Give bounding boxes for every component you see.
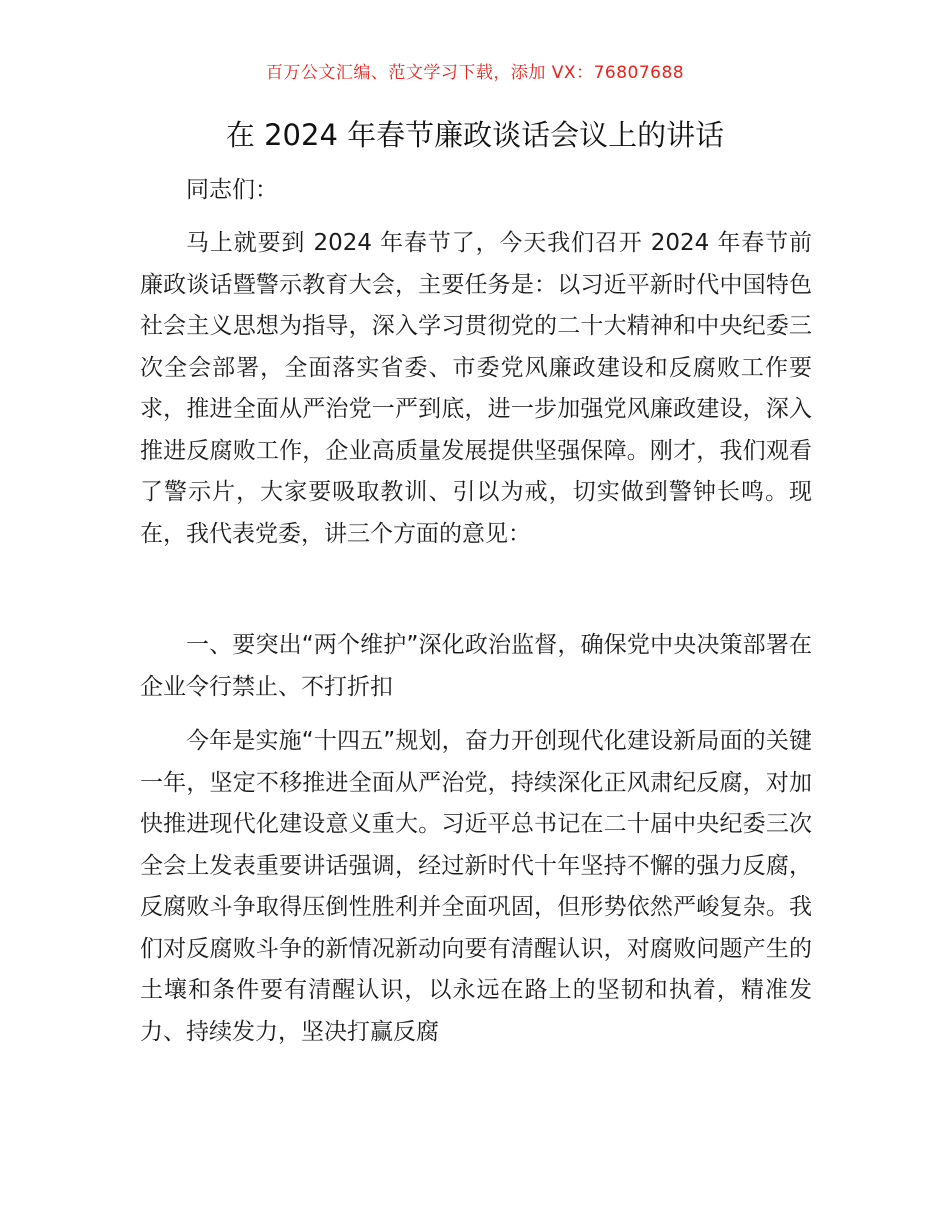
section-heading-1 — [140, 625, 812, 708]
salutation — [140, 170, 812, 212]
paragraph-text: 今年是实施“十四五”规划，奋力开创现代化建设新局面的关键一年，坚定不移推进全面从严治党，持续深化正风肃纪反腐，对加快推进现代化建设意义重大。习近平总书记在二十届中央纪委三次全会上发表重要讲话强调，经过新时代十年坚持不懈的强力反腐，反腐败斗争取得压倒性胜利并全面巩固，但形势依然严峻复杂。我们对反腐败斗争的新情况新动向要有清醒认识，对腐败问题产生的土壤和条件要有清醒认识，以永远在路上的坚韧和执着，精准发力、持续发力，坚决打赢反腐 — [140, 728, 812, 1045]
section-heading-text: 一、要突出“两个维护”深化政治监督，确保党中央决策部署在企业令行禁止、不打折扣 — [140, 632, 812, 700]
document-title: 在 2024 年春节廉政谈话会议上的讲话 — [225, 118, 725, 152]
paragraph-intro — [140, 223, 812, 555]
paragraph-text: 马上就要到 2024 年春节了，今天我们召开 2024 年春节前廉政谈话暨警示教育大会，主要任务是：以习近平新时代中国特色社会主义思想为指导，深入学习贯彻党的二十大精神和中央纪委三次全会部署，全面落实省委、市委党风廉政建设和反腐败工作要求，推进全面从严治党一严到底，进一步加强党风廉政建设，深入推进反腐败工作，企业高质量发展提供坚强保障。刚才，我们观看了警示片，大家要吸取教训、引以为戒，切实做到警钟长鸣。现在，我代表党委，讲三个方面的意见： — [140, 230, 812, 547]
salutation-text: 同志们： — [186, 177, 278, 203]
watermark-text: 百万公文汇编、范文学习下载，添加 VX：76807688 — [265, 63, 685, 83]
paragraph-section-1 — [140, 721, 812, 1053]
